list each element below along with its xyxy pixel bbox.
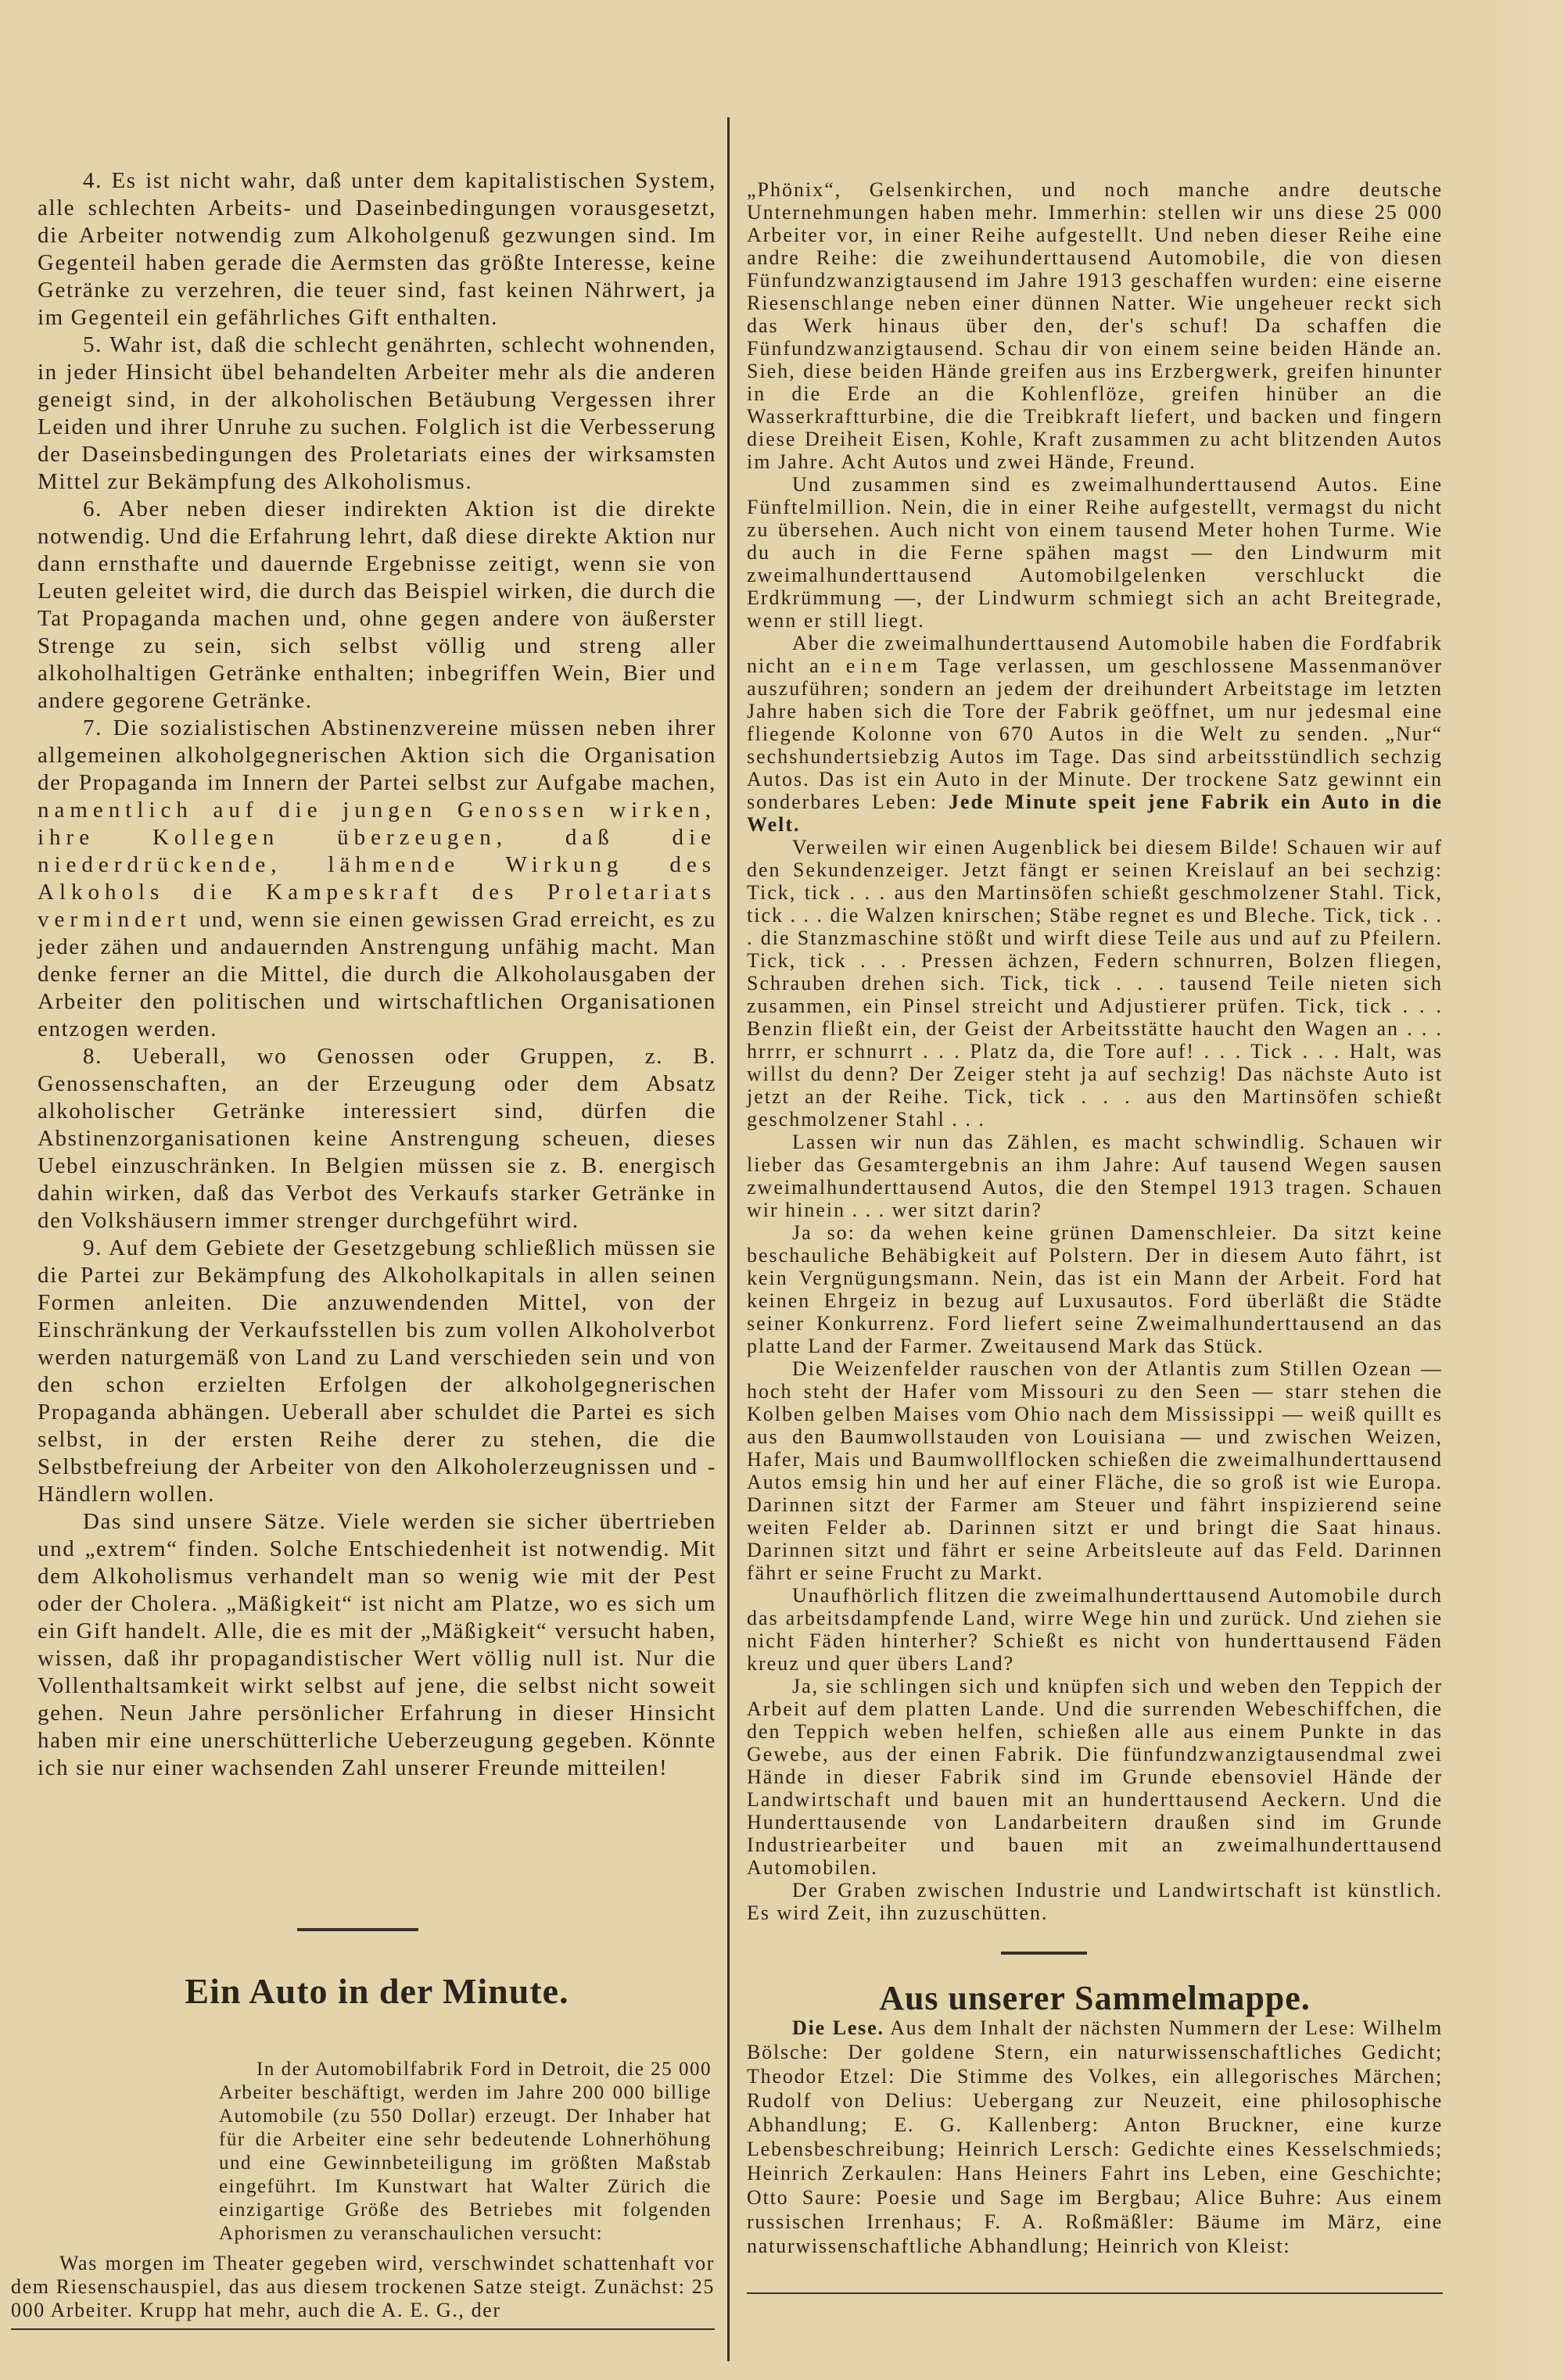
- paragraph-4: 4. Es ist nicht wahr, daß unter dem kapitalistischen System, alle schlechten Arbeits- und Daseinbedingungen vorausgesetzt, die Arbeiter notwendig zum Alkoholgenuß gezwungen sind. Im Gegenteil haben gerade die Aermsten das größte Interesse, keine Getränke zu verzehren, die teuer sind, fast keinen Nährwert, ja im Gegenteil ein gefährliches Gift enthalten.: [38, 168, 716, 330]
- paragraph-7-post: und, wenn sie einen gewissen Grad erreicht, es zu jeder zähen und andauernden Anstrengung unfähig macht. Man denke ferner an die Mittel, die durch die Alkoholausgaben der Arbeiter den politischen und wirtschaftlichen Organisationen entzogen werden.: [38, 907, 716, 1041]
- article-paragraph: Ja, sie schlingen sich und knüpfen sich und weben den Teppich der Arbeit auf dem platten Lande. Und die surrenden Webeschiffchen, die den Teppich weben helfen, schießen alle aus einem Punkte in das Gewebe, aus der einen Fabrik. Die fünfundzwanzigtausendmal zwei Hände in dieser Fabrik sind im Grunde ebensoviel Hände der Landwirtschaft und bauen mit an hunderttausend Aeckern. Und die Hunderttausende von Landarbeitern draußen sind im Grunde Industriearbeiter und bauen mit an zweimalhunderttausend Automobilen.: [747, 1675, 1443, 1879]
- article-paragraph: Unaufhörlich flitzen die zweimalhunderttausend Automobile durch das arbeitsdampfende Land, wirre Wege hin und zurück. Und ziehen sie nicht Fäden hinterher? Schießt es nicht von hunderttausend Fäden kreuz und quer übers Land?: [747, 1584, 1443, 1675]
- article-paragraph: Lassen wir nun das Zählen, es macht schwindlig. Schauen wir lieber das Gesamtergebnis an ihm Jahre: Auf tausend Wegen sausen zweimalhunderttausend Autos, die den Stempel 1913 tragen. Schauen wir hinein . . . wer sitzt darin?: [747, 1131, 1443, 1221]
- article-start: [11, 2252, 715, 2322]
- paragraph-8: 8. Ueberall, wo Genossen oder Gruppen, z. B. Genossenschaften, an der Erzeugung oder dem Absatz alkoholischer Getränke interessiert sind, dürfen die Abstinenzorganisationen keine Anstrengung scheuen, dieses Uebel einzuschränken. In Belgien müssen sie z. B. energisch dahin wirken, daß das Verbot des Verkaufs starker Getränke in den Volkshäusern immer strenger durchgeführt wird.: [38, 1044, 716, 1233]
- intro-text: In der Automobilfabrik Ford in Detroit, die 25 000 Arbeiter beschäftigt, werden im Jahre 200 000 billige Automobile (zu 550 Dollar) erzeugt. Der Inhaber hat für die Arbeiter eine sehr bedeutende Lohnerhöhung und eine Gewinnbeteiligung im größten Maßstab eingeführt. Im Kunstwart hat Walter Zürich die einzigartige Größe des Betriebes mit folgenden Aphorismen zu veranschaulichen versucht:: [219, 2059, 712, 2244]
- article-paragraph: Der Graben zwischen Industrie und Landwirtschaft ist künstlich. Es wird Zeit, ihn zuzuschütten.: [747, 1879, 1443, 1924]
- paragraph-7-pre: 7. Die sozialistischen Abstinenzvereine müssen neben ihrer allgemeinen alkoholgegnerischen Aktion sich die Organisation der Propaganda im Innern der Partei selbst zur Aufgabe machen,: [38, 715, 716, 795]
- paragraph-7-emphasis: namentlich auf die jungen Genossen wirken, ihre Kollegen überzeugen, daß die niederdrückende, lähmende Wirkung des Alkohols die Kampeskraft des Proletariats vermindert: [38, 798, 716, 932]
- text-underline: [747, 2292, 1443, 2294]
- article-title: Ein Auto in der Minute.: [185, 1971, 569, 2011]
- sammelmappe-body: Aus dem Inhalt der nächsten Nummern der Lese: Wilhelm Bölsche: Der goldene Stern, ein naturwissenschaftliches Gedicht; Theodor Etzel: Die Stimme des Volkes, ein allegorisches Märchen; Rudolf von Delius: Uebergang zur Neuzeit, eine philosophische Abhandlung; E. G. Kallenberg: Anton Bruckner, eine kurze Lebensbeschreibung; Heinrich Lersch: Gedichte eines Kesselschmieds; Heinrich Zerkaulen: Hans Heiners Fahrt ins Leben, eine Geschichte; Otto Saure: Poesie und Sage im Bergbau; Alice Buhre: Aus einem russischen Irrenhaus; F. A. Roßmäßler: Bäume im März, eine naturwissenschaftliche Abhandlung; Heinrich von Kleist:: [747, 2016, 1444, 2257]
- paragraph-7: [38, 715, 716, 1043]
- article-paragraph: „Phönix“, Gelsenkirchen, und noch manche andre deutsche Unternehmungen haben mehr. Immerhin: stellen wir uns diese 25 000 Arbeiter vor, in einer Reihe aufgestellt. Und neben dieser Reihe eine andre Reihe: die zweihunderttausend Automobile, die von diesen Fünfundzwanzigtausend im Jahre 1913 geschaffen wurden: eine eiserne Riesenschlange neben einer dünnen Natter. Wie ungeheuer reckt sich das Werk hinaus über den, der's schuf! Da schaffen die Fünfundzwanzigtausend. Schau dir von einem seine beiden Hände an. Sieh, diese beiden Hände greifen aus ins Erzbergwerk, greifen hinunter in die Erde an die Kohlenflöze, greifen hinüber an die Wasserkraftturbine, die die Treibkraft liefert, und backen und fingern diese Dreiheit Eisen, Kohle, Kraft zusammen zu acht blitzenden Autos im Jahre. Acht Autos und zwei Hände, Freund.: [747, 178, 1443, 473]
- paragraph-conclusion: Das sind unsere Sätze. Viele werden sie sicher übertrieben und „extrem“ finden. Solche Entschiedenheit ist notwendig. Mit dem Alkoholismus verhandelt man so wenig wie mit der Pest oder der Cholera. „Mäßigkeit“ ist nicht am Platze, wo es sich um ein Gift handelt. Alle, die es mit der „Mäßigkeit“ versucht haben, wissen, daß ihr propagandistischer Wert völlig null ist. Nur die Vollenthaltsamkeit wirkt selbst auf jene, die selbst nicht soweit gehen. Neun Jahre persönlicher Erfahrung in dieser Hinsicht haben mir eine unerschütterliche Ueberzeugung gegeben. Könnte ich sie nur einer wachsenden Zahl unserer Freunde mitteilen!: [38, 1509, 716, 1780]
- article-paragraph: Die Weizenfelder rauschen von der Atlantis zum Stillen Ozean — hoch steht der Hafer vom Missouri zu den Seen — starr stehen die Kolben gelben Maises vom Ohio nach dem Mississippi — weiß quillt es aus den Baumwollstauden von Louisiana — und zwischen Weizen, Hafer, Mais und Baumwollflocken schießen die zweimalhunderttausend Autos emsig hin und her auf einer Fläche, die so groß ist wie Europa. Darinnen sitzt der Farmer am Steuer und fährt inspizierend seine weiten Felder ab. Darinnen sitzt er und bringt die Saat hinaus. Darinnen sitzt und fährt er seine Arbeitsleute auf das Feld. Darinnen fährt er seine Frucht zu Markt.: [747, 1357, 1443, 1584]
- column-divider: [727, 117, 730, 2361]
- article-start-text: Was morgen im Theater gegeben wird, verschwindet schattenhaft vor dem Riesenschauspiel, das aus diesem trockenen Satze steigt. Zunächst: 25 000 Arbeiter. Krupp hat mehr, auch die A. E. G., der: [11, 2252, 715, 2321]
- article-paragraph: Und zusammen sind es zweimalhunderttausend Autos. Eine Fünftelmillion. Nein, die in einer Reihe aufgestellt, vermagst du nicht zu übersehen. Auch nicht von einem tausend Meter hohen Turme. Wie du auch in die Ferne spähen magst — den Lindwurm mit zweimalhunderttausend Automobilgelenken verschluckt die Erdkrümmung —, der Lindwurm schmiegt sich an acht Breitegrade, wenn er still liegt.: [747, 473, 1443, 632]
- article-intro: [219, 2058, 712, 2246]
- p3-bold: Jede Minute speit jene Fabrik ein Auto in die Welt.: [747, 790, 1444, 836]
- article-paragraph: [747, 632, 1443, 836]
- sammelmappe-title: Aus unserer Sammelmappe.: [879, 1979, 1311, 2017]
- text-underline: [11, 2328, 715, 2330]
- paragraph-5: 5. Wahr ist, daß die schlecht genährten, schlecht wohnenden, in jeder Hinsicht übel behandelten Arbeiter mehr als die anderen geneigt sind, in der alkoholischen Betäubung Vergessen ihrer Leiden und ihrer Unruhe zu suchen. Folglich ist die Verbesserung der Daseinsbedingungen des Proletariats eines der wirksamsten Mittel zur Bekämpfung des Alkoholismus.: [38, 332, 716, 494]
- article-paragraph: Verweilen wir einen Augenblick bei diesem Bilde! Schauen wir auf den Sekundenzeiger. Jetzt fängt er seinen Kreislauf an bei sechzig: Tick, tick . . . aus den Martinsöfen schießt geschmolzener Stahl. Tick, tick . . . die Walzen knirschen; Stäbe regnet es und Bleche. Tick, tick . . . die Stanzmaschine stößt und wirft diese Teile aus und auf zu Pfeilern. Tick, tick . . . Pressen ächzen, Federn schnurren, Bolzen fliegen, Schrauben drehen sich. Tick, tick . . . tausend Teile nieten sich zusammen, ein Pinsel streicht und Adjustierer prüfen. Tick, tick . . . Benzin fließt ein, der Geist der Arbeitsstätte haucht den Wagen an . . . hrrrr, er schnurrt . . . Platz da, die Tore auf! . . . Tick . . . Halt, was willst du denn? Der Zeiger steht ja auf sechzig! Das nächste Auto ist jetzt an der Reihe. Tick, tick . . . aus den Martinsöfen schießt geschmolzener Stahl . . .: [747, 836, 1443, 1131]
- sammelmappe-text: [747, 2016, 1443, 2258]
- section-rule: [297, 1928, 418, 1931]
- left-column: [38, 167, 716, 1782]
- p3-b: Tage verlassen, um geschlossene Massenmanöver auszuführen; sondern an jedem der dreihundert Arbeitstage im letzten Jahre haben sich die Tore der Fabrik geöffnet, um nur jedesmal eine fliegende Kolonne von 670 Autos in die Welt zu senden. „Nur“ sechshundertsiebzig Autos im Tage. Das sind arbeitsstündlich sechzig Autos. Das ist ein Auto in der Minute. Der trockene Satz gewinnt ein sonderbares Leben:: [747, 654, 1443, 813]
- p3-a: Aber die zweimalhunderttausend Automobile haben die Fordfabrik nicht an: [747, 632, 1443, 677]
- paragraph-6: 6. Aber neben dieser indirekten Aktion ist die direkte notwendig. Und die Erfahrung lehrt, daß diese direkte Aktion nur dann ernsthafte und dauernde Ergebnisse zeitigt, wenn sie von Leuten geleitet wird, die durch das Beispiel wirken, die durch die Tat Propaganda machen und, ohne gegen andere von äußerster Strenge zu sein, sich selbst völlig und streng aller alkoholhaltigen Getränke enthalten; inbegriffen Wein, Bier und andere gegorene Getränke.: [38, 496, 716, 713]
- page-margin: [1470, 0, 1564, 2380]
- sammelmappe-lead: Die Lese.: [792, 2016, 884, 2039]
- right-column: [747, 178, 1443, 1924]
- article-paragraph: Ja so: da wehen keine grünen Damenschleier. Da sitzt keine beschauliche Behäbigkeit auf Polstern. Der in diesem Auto fährt, ist kein Vergnügungsmann. Nein, das ist ein Mann der Arbeit. Ford hat keinen Ehrgeiz in bezug auf Luxusautos. Ford überläßt die Städte seiner Konkurrenz. Ford liefert seine Zweimalhunderttausend an das platte Land der Farmer. Zweitausend Mark das Stück.: [747, 1221, 1443, 1357]
- sammelmappe-section: [747, 2016, 1443, 2258]
- section-rule: [1001, 1952, 1087, 1955]
- paragraph-9: 9. Auf dem Gebiete der Gesetzgebung schließlich müssen sie die Partei zur Bekämpfung des Alkoholkapitals in allen seinen Formen anleiten. Die anzuwendenden Mittel, von der Einschränkung der Verkaufsstellen bis zum vollen Alkoholverbot werden naturgemäß von Land zu Land verschieden sein und von den schon erzielten Erfolgen der alkoholgegnerischen Propaganda abhängen. Ueberall aber schuldet die Partei es sich selbst, in der ersten Reihe derer zu stehen, die die Selbstbefreiung der Arbeiter von den Alkoholerzeugnissen und -Händlern wollen.: [38, 1235, 716, 1507]
- p3-emphasis: einem: [845, 654, 924, 677]
